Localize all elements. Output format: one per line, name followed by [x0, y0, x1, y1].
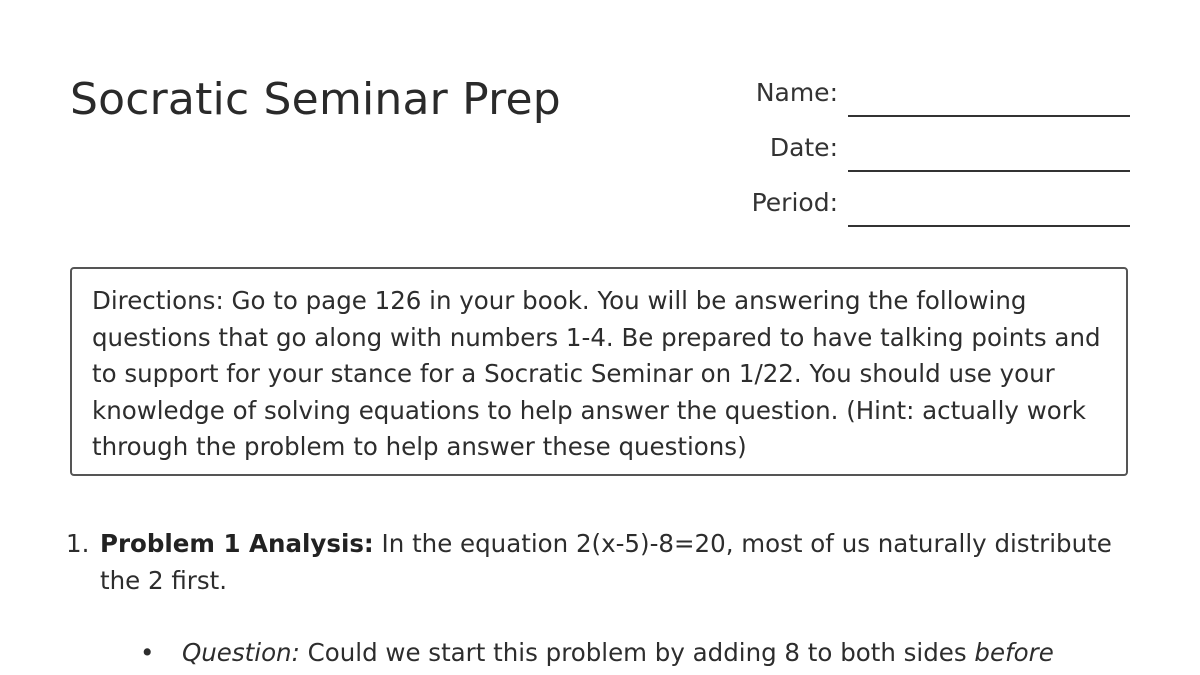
period-field-row [720, 186, 1130, 241]
directions-box [70, 267, 1128, 476]
name-field-row [720, 76, 1130, 131]
question-label: Question: [182, 638, 300, 667]
period-label: Period: [751, 188, 838, 217]
problem-text: In the equation 2(x-5)-8=20, most of us naturally distribute the 2 first. [100, 529, 1112, 595]
date-blank-line [848, 170, 1130, 172]
date-field-row [720, 131, 1130, 186]
problem-heading: Problem 1 Analysis: [100, 529, 374, 558]
problem-body [100, 525, 1146, 599]
student-info-fields [720, 76, 1130, 241]
directions-text: Directions: Go to page 126 in your book. You will be answering the following questions that go along with numbers 1-4. Be prepared to have talking points and to support for your stance for a Socratic Seminar on 1/22. You should use your knowledge of solving equations to help answer the question. (Hint: actually work through the problem to help answer these questions) [92, 286, 1101, 462]
question-text: Could we start this problem by adding 8 to both sides [299, 638, 975, 667]
date-label: Date: [769, 133, 838, 162]
problem-1 [66, 525, 1146, 599]
period-blank-line [848, 225, 1130, 227]
question-emphasis: before [974, 638, 1054, 667]
name-blank-line [848, 115, 1130, 117]
page-title: Socratic Seminar Prep [70, 74, 561, 125]
name-label: Name: [755, 78, 838, 107]
bullet-icon: • [140, 638, 155, 667]
problem-1-question [140, 634, 1200, 671]
problem-number: 1. [66, 529, 90, 558]
